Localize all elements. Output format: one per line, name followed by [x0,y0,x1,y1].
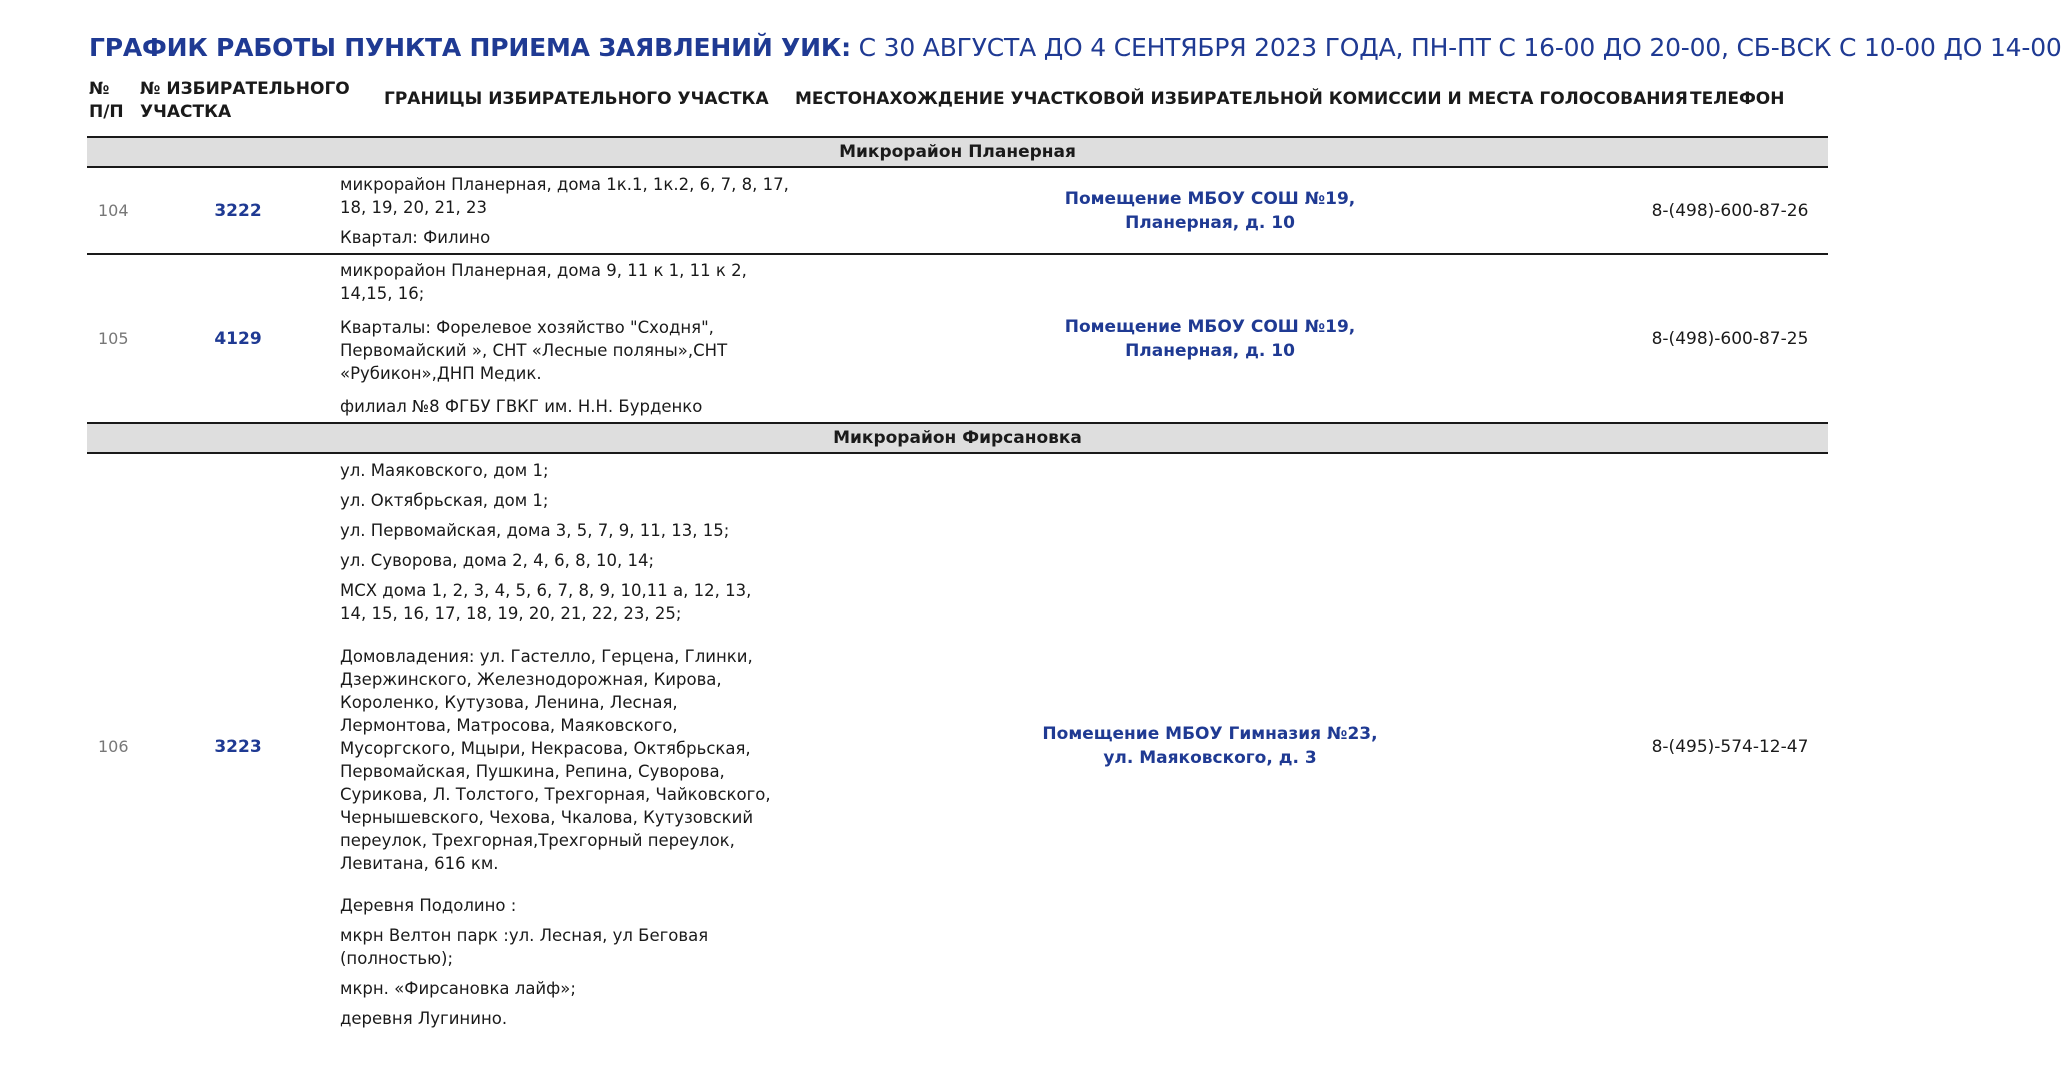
bounds-line: микрорайон Планерная, дома 9, 11 к 1, 11 к 2, 14,15, 16; [340,261,747,303]
header-num [89,78,124,124]
row-phone: 8-(498)-600-87-26 [1651,201,1809,221]
row-num-105: 105 [98,329,129,348]
header-phone: ТЕЛЕФОН [1690,89,1785,109]
section-planernaya: Микрорайон Планерная [87,138,1828,166]
bounds-line: мкрн. «Фирсановка лайф»; [340,979,576,998]
bounds-line: микрорайон Планерная, дома 1к.1, 1к.2, 6, 7, 8, 17, 18, 19, 20, 21, 23 [340,175,789,217]
title-schedule: С 30 АВГУСТА ДО 4 СЕНТЯБРЯ 2023 ГОДА, ПН-ПТ С 16-00 ДО 20-00, СБ-ВСК С 10-00 ДО 14-00 [858,33,2062,62]
bounds-line: филиал №8 ФГБУ ГВКГ им. Н.Н. Бурденко [340,397,703,416]
row-bounds [340,259,790,425]
row-num-106: 106 [98,737,129,756]
row-phone: 8-(495)-574-12-47 [1651,737,1809,757]
row-location [1010,722,1410,770]
header-num-line2: П/П [89,102,124,122]
bounds-line: ул. Первомайская, дома 3, 5, 7, 9, 11, 13, 15; [340,521,730,540]
row-bounds [340,459,780,1037]
header-uchastok [140,78,350,124]
bounds-line: ул. Октябрьская, дом 1; [340,491,549,510]
row-bounds [340,173,790,256]
bounds-line: ул. Маяковского, дом 1; [340,461,549,480]
row-location [1010,187,1410,235]
divider [87,452,1828,454]
page-title [89,31,2062,65]
location-line2: ул. Маяковского, д. 3 [1103,748,1317,768]
location-line2: Планерная, д. 10 [1125,213,1295,233]
row-num-104: 104 [98,201,129,220]
bounds-line: Домовладения: ул. Гастелло, Герцена, Глинки, Дзержинского, Железнодорожная, Кирова, Короленко, Кутузова, Ленина, Лесная, Лермонтова, Матросова, Маяковского, Мусоргского, Мцыри, Некрасова, Октябрьская, Первомайская, Пушкина, Репина, Суворова, Сурикова, Л. Толстого, Трехгорная, Чайковского, Чернышевского, Чехова, Чкалова, Кутузовский переулок, Трехгорная,Трехгорный переулок, Левитана, 616 км. [340,647,771,873]
row-phone: 8-(498)-600-87-25 [1651,329,1809,349]
title-bold: ГРАФИК РАБОТЫ ПУНКТА ПРИЕМА ЗАЯВЛЕНИЙ УИК: [89,33,851,62]
bounds-line: ул. Суворова, дома 2, 4, 6, 8, 10, 14; [340,551,655,570]
header-bounds: ГРАНИЦЫ ИЗБИРАТЕЛЬНОГО УЧАСТКА [384,89,769,109]
row-uchastok-4129: 4129 [214,329,262,349]
header-uchastok-line2: УЧАСТКА [140,102,232,122]
divider [87,166,1828,168]
bounds-line: Деревня Подолино : [340,896,517,915]
location-line1: Помещение МБОУ Гимназия №23, [1042,724,1378,744]
row-uchastok-3223: 3223 [214,737,262,757]
location-line2: Планерная, д. 10 [1125,341,1295,361]
bounds-line: деревня Лугинино. [340,1009,508,1028]
row-location [1010,315,1410,363]
bounds-line: мкрн Велтон парк :ул. Лесная, ул Беговая (полностью); [340,926,709,968]
location-line1: Помещение МБОУ СОШ №19, [1064,189,1356,209]
header-num-line1: № [89,79,110,99]
header-location: МЕСТОНАХОЖДЕНИЕ УЧАСТКОВОЙ ИЗБИРАТЕЛЬНОЙ КОМИССИИ И МЕСТА ГОЛОСОВАНИЯ [795,89,1688,109]
bounds-line: Квартал: Филино [340,228,491,247]
bounds-line: МСХ дома 1, 2, 3, 4, 5, 6, 7, 8, 9, 10,11 а, 12, 13, 14, 15, 16, 17, 18, 19, 20, 21, 22, 23, 25; [340,581,752,623]
bounds-line: Кварталы: Форелевое хозяйство "Сходня", Первомайский », СНТ «Лесные поляны»,СНТ «Рубикон»,ДНП Медик. [340,318,728,383]
location-line1: Помещение МБОУ СОШ №19, [1064,317,1356,337]
row-uchastok-3222: 3222 [214,201,262,221]
section-firsanovka: Микрорайон Фирсановка [87,424,1828,452]
divider [87,253,1828,255]
header-uchastok-line1: № ИЗБИРАТЕЛЬНОГО [140,79,350,99]
